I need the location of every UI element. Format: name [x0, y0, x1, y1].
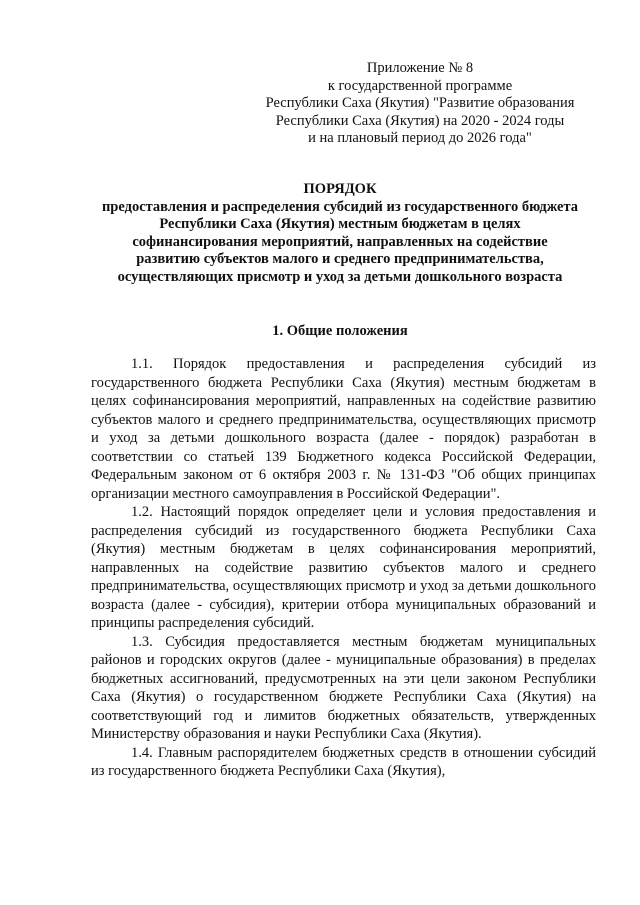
- appendix-line: Приложение № 8: [366, 60, 474, 76]
- paragraph-1-3: 1.3. Субсидия предоставляется местным бюджетам муниципальных районов и городских округов (далее - муниципальные образования) в пределах бюджетных ассигнований, предусмотренных на эти цели законом Республики Саха (Якутия) о государственном бюджете Республики Саха (Якутия) на соответствующий год и лимитов бюджетных обязательств, утвержденных Министерству образования и науки Республики Саха (Якутия).: [91, 633, 596, 742]
- appendix-line: Республики Саха (Якутия) на 2020 - 2024 годы: [275, 112, 565, 129]
- appendix-line: Республики Саха (Якутия) "Развитие образования: [265, 95, 575, 111]
- title-line: осуществляющих присмотр и уход за детьми дошкольного возраста: [117, 268, 563, 285]
- title-line: предоставления и распределения субсидий из государственного бюджета: [101, 198, 579, 215]
- appendix-header: [240, 60, 600, 148]
- title-line: Республики Саха (Якутия) местным бюджетам в целях: [159, 216, 521, 232]
- document-body: [91, 355, 596, 781]
- paragraph-1-2: 1.2. Настоящий порядок определяет цели и условия предоставления и распределения субсидий из государственного бюджета Республики Саха (Якутия) местным бюджетам в целях софинансирования мероприятий, направленных на содействие развитию субъектов малого и среднего предпринимательства, осуществляющих присмотр и уход за детьми дошкольного возраста (далее - субсидия), критерии отбора муниципальных образований и принципы распределения субсидий.: [91, 504, 596, 631]
- section-heading: 1. Общие положения: [272, 323, 408, 339]
- appendix-line: к государственной программе: [327, 77, 513, 94]
- document-title: [72, 181, 608, 286]
- title-line: развитию субъектов малого и среднего предпринимательства,: [136, 251, 544, 267]
- paragraph-1-4: 1.4. Главным распорядителем бюджетных средств в отношении субсидий из государственного бюджета Республики Саха (Якутия),: [91, 744, 596, 779]
- title-line: ПОРЯДОК: [303, 181, 377, 197]
- paragraph-1-1: 1.1. Порядок предоставления и распределения субсидий из государственного бюджета Республики Саха (Якутия) местным бюджетам в целях софинансирования мероприятий, направленных на содействие развитию субъектов малого и среднего предпринимательства, осуществляющих присмотр и уход за детьми дошкольного возраста (далее - порядок) разработан в соответствии со статьей 139 Бюджетного кодекса Российской Федерации, Федеральным законом от 6 октября 2003 г. № 131-ФЗ "Об общих принципах организации местного самоуправления в Российской Федерации".: [91, 356, 596, 502]
- appendix-line: и на плановый период до 2026 года": [308, 130, 532, 146]
- title-line: софинансирования мероприятий, направленных на содействие: [132, 233, 548, 250]
